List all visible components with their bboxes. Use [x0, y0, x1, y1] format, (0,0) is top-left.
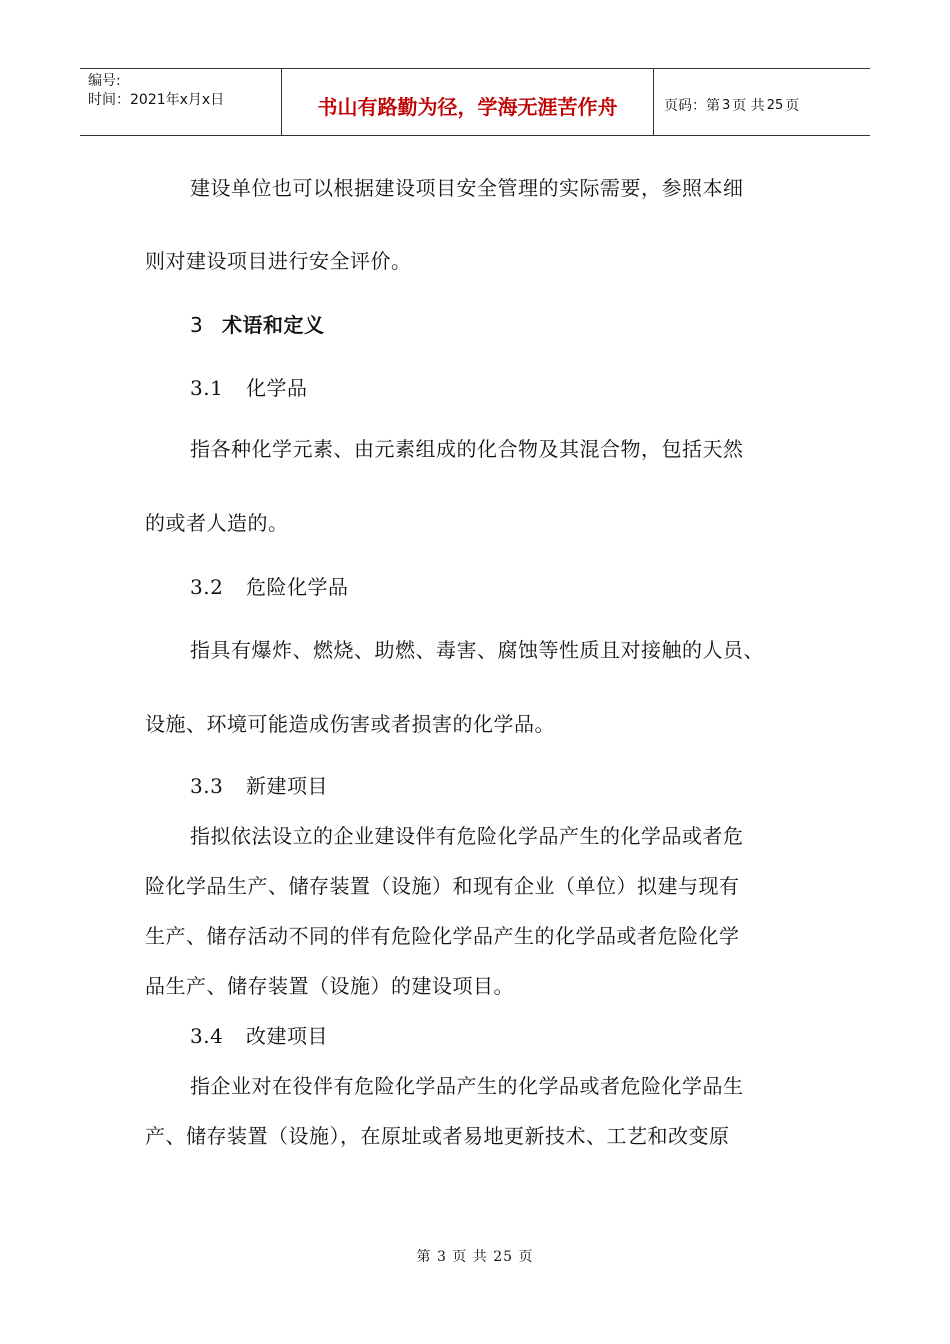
paragraph-line: 生产、储存活动不同的伴有危险化学品产生的化学品或者危险化学 [145, 924, 740, 948]
section-number: 3.1 [190, 376, 224, 400]
page-total: 25 [766, 97, 784, 113]
subsection-heading-3-3 [190, 770, 328, 799]
header-page-number [654, 69, 870, 135]
subsection-heading-3-1 [190, 372, 308, 401]
paragraph-line: 的或者人造的。 [145, 511, 289, 535]
page-label-mid: 页 共 [732, 98, 765, 114]
section-number: 3 [190, 313, 204, 337]
header-meta [80, 69, 282, 135]
header-motto: 书山有路勤为径，学海无涯苦作舟 [282, 69, 654, 135]
section-title: 化学品 [246, 376, 308, 400]
section-title: 危险化学品 [246, 575, 349, 599]
serial-label: 编号: [88, 73, 121, 89]
page-footer: 第 3 页 共 25 页 [416, 1249, 534, 1265]
section-number: 3.2 [190, 575, 224, 599]
section-title: 术语和定义 [222, 313, 325, 337]
section-title: 改建项目 [246, 1024, 328, 1048]
paragraph-line: 建设单位也可以根据建设项目安全管理的实际需要，参照本细 [190, 176, 744, 200]
subsection-heading-3-4 [190, 1020, 328, 1049]
paragraph-line: 险化学品生产、储存装置（设施）和现有企业（单位）拟建与现有 [145, 874, 740, 898]
paragraph-line: 指拟依法设立的企业建设伴有危险化学品产生的化学品或者危 [190, 824, 744, 848]
section-heading-3 [190, 309, 325, 338]
page-label-suffix: 页 [785, 98, 800, 114]
page-current: 3 [722, 97, 731, 113]
time-label: 时间：2021年x月x日 [88, 92, 225, 108]
section-number: 3.3 [190, 774, 224, 798]
paragraph-line: 指各种化学元素、由元素组成的化合物及其混合物，包括天然 [190, 437, 744, 461]
paragraph-line: 则对建设项目进行安全评价。 [145, 249, 412, 273]
paragraph-line: 设施、环境可能造成伤害或者损害的化学品。 [145, 712, 555, 736]
section-title: 新建项目 [246, 774, 328, 798]
page-header [80, 68, 870, 136]
section-number: 3.4 [190, 1024, 224, 1048]
paragraph-line: 产、储存装置（设施），在原址或者易地更新技术、工艺和改变原 [145, 1124, 730, 1148]
paragraph-line: 指企业对在役伴有危险化学品产生的化学品或者危险化学品生 [190, 1074, 744, 1098]
paragraph-line: 指具有爆炸、燃烧、助燃、毒害、腐蚀等性质且对接触的人员、 [190, 638, 764, 662]
subsection-heading-3-2 [190, 571, 349, 600]
page-label-prefix: 页码：第 [664, 98, 720, 114]
paragraph-line: 品生产、储存装置（设施）的建设项目。 [145, 974, 514, 998]
